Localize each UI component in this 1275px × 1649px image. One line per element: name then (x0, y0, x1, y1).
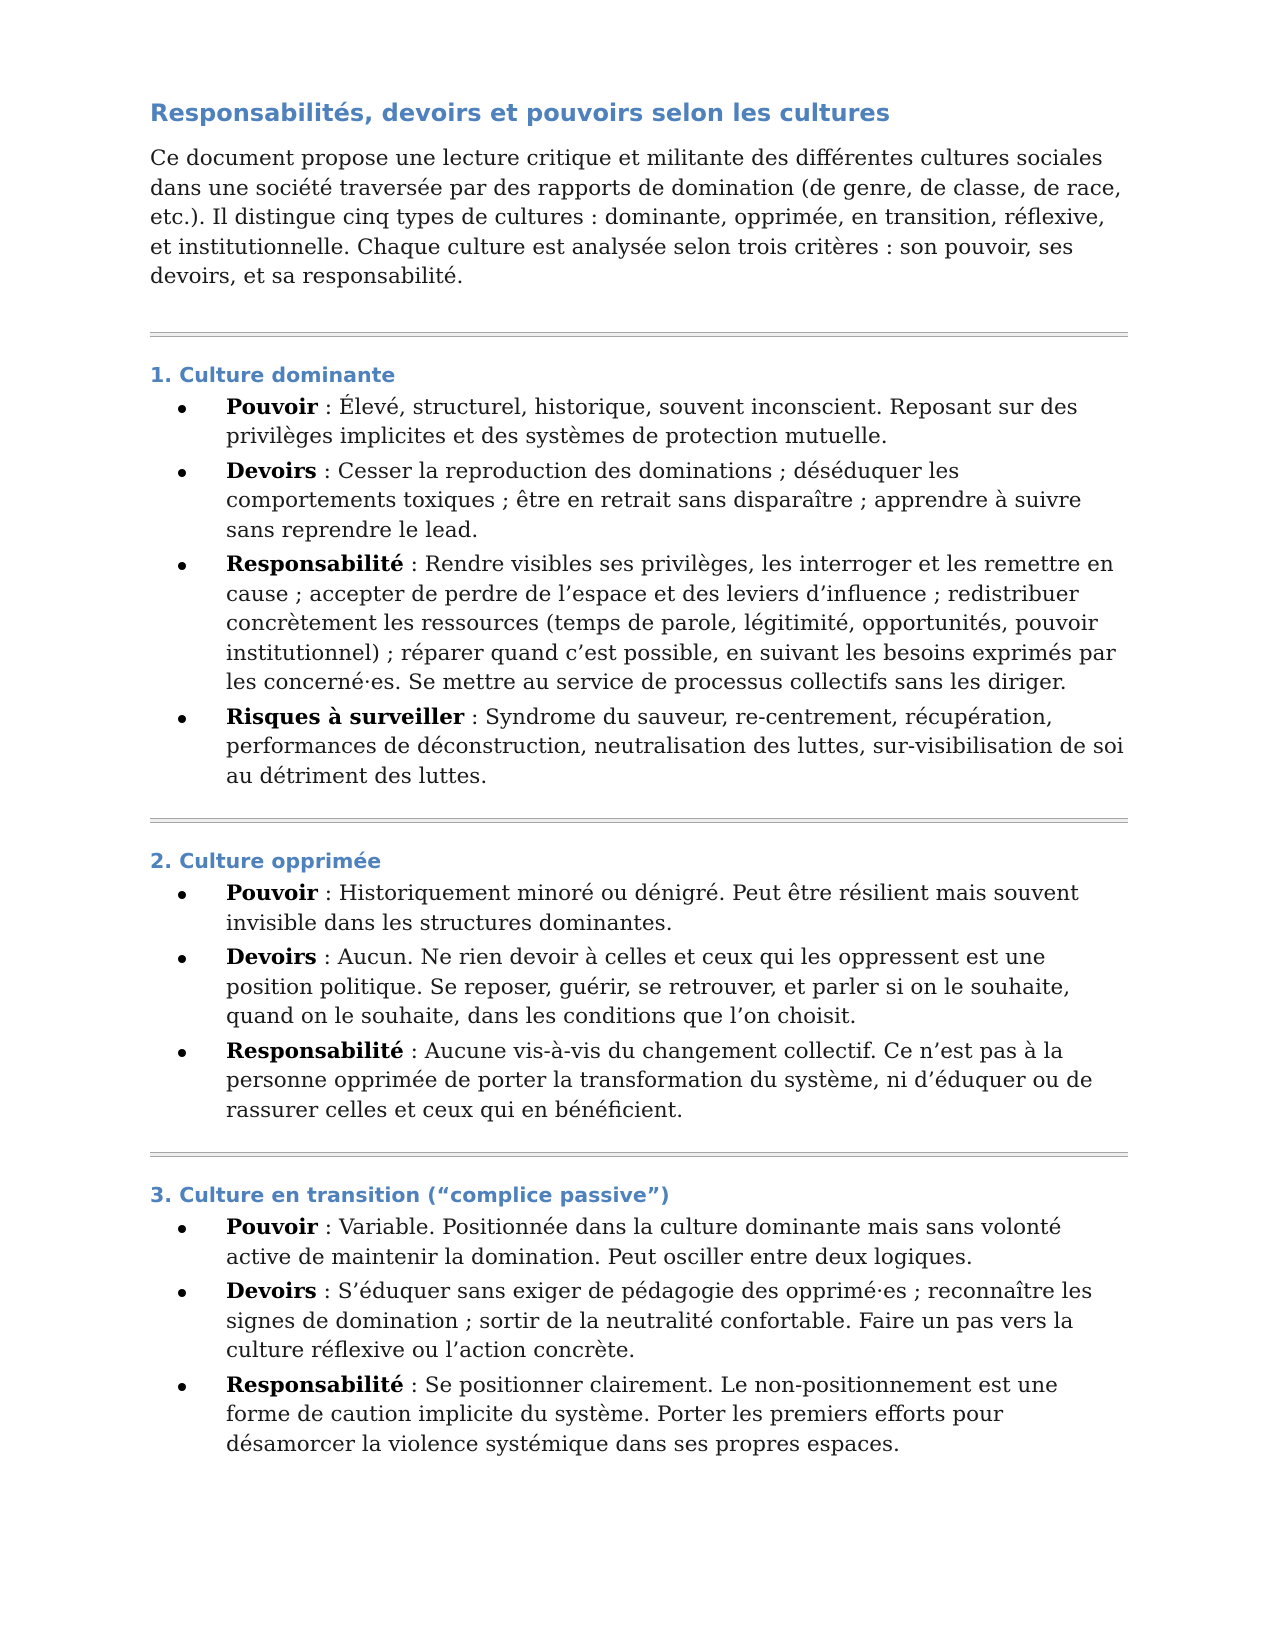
item-term: Pouvoir (226, 1215, 318, 1240)
list-item (150, 550, 1128, 698)
list-item (150, 393, 1128, 452)
bullet-icon (178, 562, 186, 570)
list-item (150, 703, 1128, 792)
item-term: Devoirs (226, 945, 317, 970)
list-item (150, 879, 1128, 938)
bullet-icon (178, 405, 186, 413)
section-divider (150, 332, 1128, 337)
list-item (150, 943, 1128, 1032)
section-divider (150, 1152, 1128, 1157)
list-item (150, 457, 1128, 546)
item-separator: : (464, 704, 486, 730)
item-text: Aucun. Ne rien devoir à celles et ceux qui les oppressent est une position politique. Se reposer, guérir, se retrouver, et parler si on le souhaite, quand on le souhaite, dans les conditions que l’on choisit. (226, 945, 1071, 1029)
section-culture-dominante (150, 361, 1128, 792)
item-separator: : (316, 458, 338, 484)
item-term: Pouvoir (226, 881, 318, 906)
item-separator: : (316, 945, 338, 970)
bullet-icon (178, 1383, 186, 1391)
section-culture-opprimee (150, 847, 1128, 1125)
list-item (150, 1213, 1128, 1272)
item-text: Élevé, structurel, historique, souvent inconscient. Reposant sur des privilèges implicites et des systèmes de protection mutuelle. (226, 394, 1078, 449)
section-title: 3. Culture en transition (“complice passive”) (150, 1183, 670, 1207)
section-divider (150, 818, 1128, 823)
item-text: Rendre visibles ses privilèges, les interroger et les remettre en cause ; accepter de perdre de l’espace et des leviers d’influence ; redistribuer concrètement les ressources (temps de parole, légitimité, opportunités, pouvoir institutionnel) ; réparer quand c’est possible, en suivant les besoins exprimés par les concerné·es. Se mettre au service de processus collectifs sans les diriger. (226, 552, 1116, 695)
bullet-list (150, 393, 1128, 792)
item-text: Se positionner clairement. Le non-positionnement est une forme de caution implicite du système. Porter les premiers efforts pour désamorcer la violence systémique dans ses propres espaces. (226, 1372, 1058, 1457)
item-term: Responsabilité (226, 1038, 404, 1064)
item-separator: : (317, 1215, 339, 1240)
item-text: Variable. Positionnée dans la culture dominante mais sans volonté active de maintenir la domination. Peut osciller entre deux logiques. (226, 1215, 1062, 1270)
bullet-list (150, 1213, 1128, 1459)
item-text: Cesser la reproduction des dominations ; déséduquer les comportements toxiques ; être en retrait sans disparaître ; apprendre à suivre sans reprendre le lead. (226, 458, 1082, 543)
item-separator: : (403, 552, 425, 577)
section-title: 2. Culture opprimée (150, 849, 382, 873)
item-term: Pouvoir (226, 394, 318, 420)
bullet-list (150, 879, 1128, 1125)
bullet-icon (178, 1049, 186, 1057)
bullet-icon (178, 1225, 186, 1233)
item-text: Historiquement minoré ou dénigré. Peut être résilient mais souvent invisible dans les structures dominantes. (226, 881, 1079, 936)
list-item (150, 1371, 1128, 1460)
bullet-icon (178, 955, 186, 963)
item-text: Syndrome du sauveur, re-centrement, récupération, performances de déconstruction, neutralisation des luttes, sur-visibilisation de soi au détriment des luttes. (226, 704, 1124, 789)
item-separator: : (403, 1038, 425, 1064)
item-text: Aucune vis-à-vis du changement collectif. Ce n’est pas à la personne opprimée de porter la transformation du système, ni d’éduquer ou de rassurer celles et ceux qui en bénéficient. (226, 1038, 1093, 1123)
item-separator: : (403, 1372, 425, 1398)
item-term: Devoirs (226, 1279, 317, 1304)
list-item (150, 1037, 1128, 1126)
item-term: Responsabilité (226, 552, 404, 577)
bullet-icon (178, 469, 186, 477)
section-title: 1. Culture dominante (150, 362, 396, 387)
item-separator: : (316, 1279, 338, 1304)
item-term: Devoirs (226, 458, 317, 484)
item-separator: : (317, 394, 339, 420)
item-term: Risques à surveiller (226, 704, 465, 730)
intro-paragraph: Ce document propose une lecture critique et militante des différentes cultures sociales dans une société traversée par des rapports de domination (de genre, de classe, de race, etc.). Il distingue cinq types de cultures : dominante, opprimée, en transition, réflexive, et institutionnelle. Chaque culture est analysée selon trois critères : son pouvoir, ses devoirs, et sa responsabilité. (150, 146, 1122, 289)
document-page (150, 98, 1128, 1464)
document-title: Responsabilités, devoirs et pouvoirs selon les cultures (150, 99, 890, 127)
section-culture-en-transition (150, 1181, 1128, 1459)
item-term: Responsabilité (226, 1372, 404, 1398)
bullet-icon (178, 715, 186, 723)
item-separator: : (317, 881, 339, 906)
bullet-icon (178, 891, 186, 899)
bullet-icon (178, 1289, 186, 1297)
list-item (150, 1277, 1128, 1366)
item-text: S’éduquer sans exiger de pédagogie des opprimé·es ; reconnaître les signes de domination ; sortir de la neutralité confortable. Faire un pas vers la culture réflexive ou l’action concrète. (226, 1279, 1093, 1363)
